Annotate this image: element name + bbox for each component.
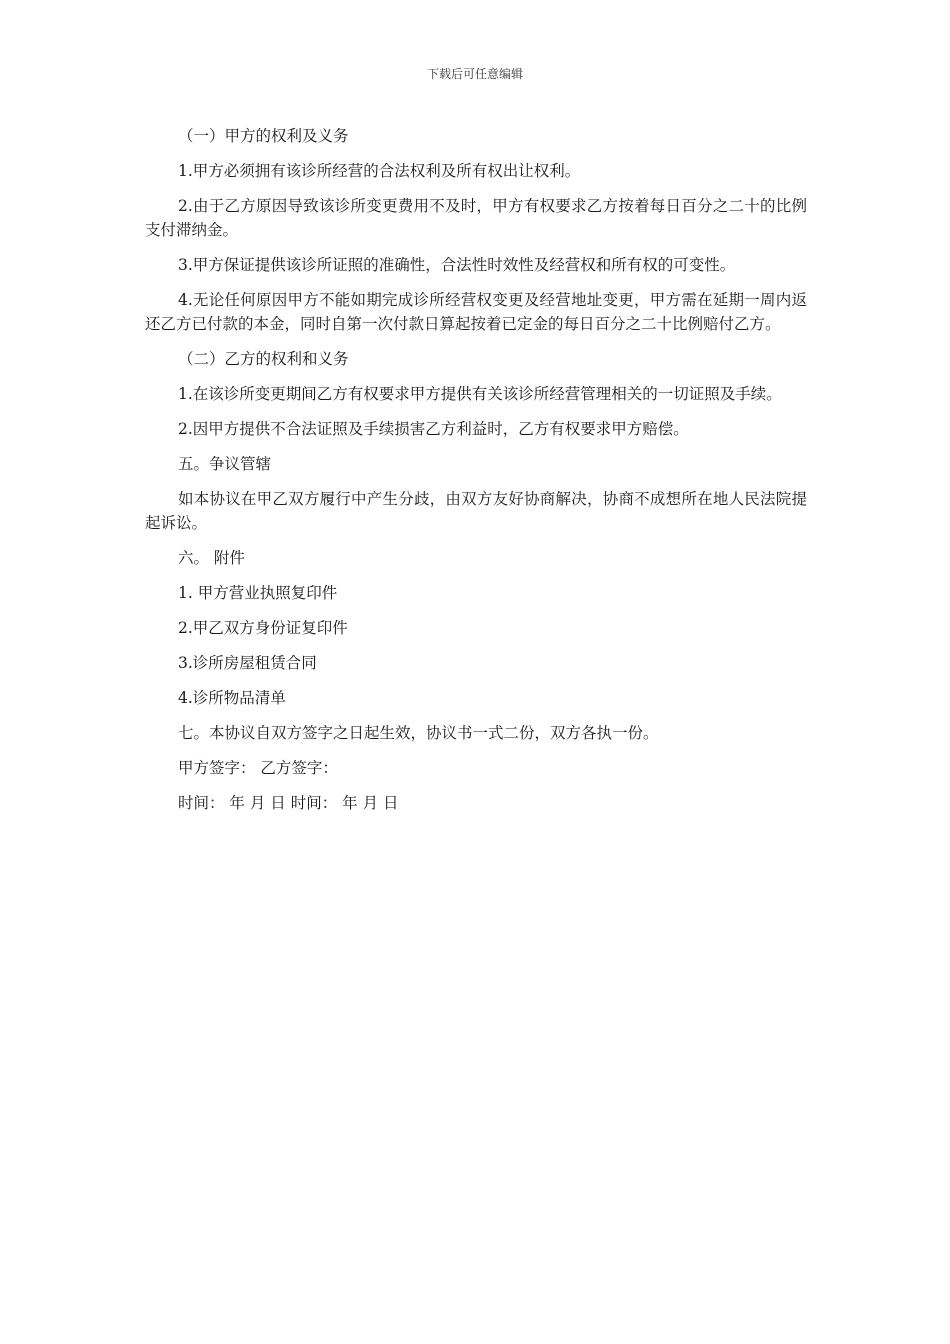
attachment-item-4: 4.诊所物品清单 xyxy=(178,689,286,707)
clause-a1: 1.甲方必须拥有该诊所经营的合法权利及所有权出让权利。 xyxy=(178,162,581,180)
effectiveness-clause: 七。本协议自双方签字之日起生效，协议书一式二份，双方各执一份。 xyxy=(178,724,659,742)
clause-a4: 4.无论任何原因甲方不能如期完成诊所经营权变更及经营地址变更，甲方需在延期一周内返还乙方已付款的本金，同时自第一次付款日算起按着已定金的每日百分之二十比例赔付乙方。 xyxy=(145,291,807,333)
clause-a3: 3.甲方保证提供该诊所证照的准确性，合法性时效性及经营权和所有权的可变性。 xyxy=(178,256,736,274)
signature-line: 甲方签字： 乙方签字： xyxy=(178,759,338,777)
attachment-item-2: 2.甲乙双方身份证复印件 xyxy=(178,619,348,637)
section-heading-attachments: 六。 附件 xyxy=(178,549,245,567)
attachment-item-1: 1. 甲方营业执照复印件 xyxy=(178,584,338,602)
dispute-text: 如本协议在甲乙双方履行中产生分歧，由双方友好协商解决，协商不成想所在地人民法院提起诉讼。 xyxy=(145,490,807,532)
section-heading-party-a: （一）甲方的权利及义务 xyxy=(178,127,349,145)
section-heading-party-b: （二）乙方的权利和义务 xyxy=(178,350,349,368)
clause-a2: 2.由于乙方原因导致该诊所变更费用不及时，甲方有权要求乙方按着每日百分之二十的比例支付滞纳金。 xyxy=(145,197,807,239)
attachment-item-3: 3.诊所房屋租赁合同 xyxy=(178,654,317,672)
section-heading-dispute: 五。争议管辖 xyxy=(178,455,272,473)
date-line: 时间： 年 月 日 时间： 年 月 日 xyxy=(178,794,399,812)
document-body xyxy=(145,124,807,826)
page-header: 下载后可任意编辑 xyxy=(426,67,523,81)
clause-b2: 2.因甲方提供不合法证照及手续损害乙方利益时，乙方有权要求甲方赔偿。 xyxy=(178,420,689,438)
clause-b1: 1.在该诊所变更期间乙方有权要求甲方提供有关该诊所经营管理相关的一切证照及手续。 xyxy=(178,385,782,403)
